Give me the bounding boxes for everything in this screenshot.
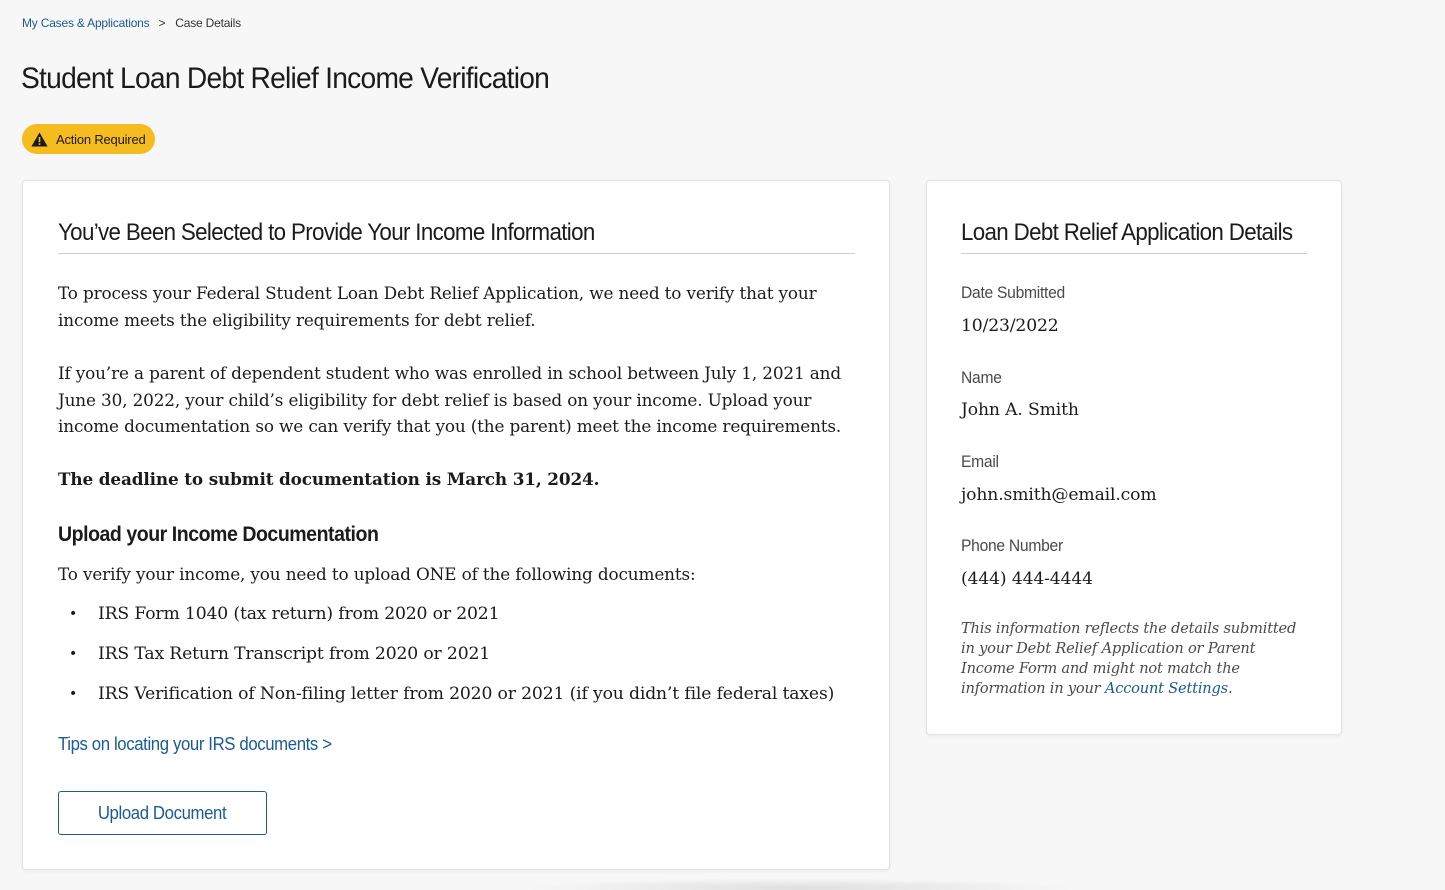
list-item	[58, 681, 834, 721]
phone-number-value: (444) 444-4444	[961, 569, 1093, 589]
details-disclaimer-note	[961, 619, 1313, 699]
bullet-icon: •	[69, 606, 78, 622]
email-label: Email	[961, 452, 999, 471]
account-settings-link[interactable]: Account Settings	[1104, 680, 1228, 697]
list-item	[58, 641, 834, 681]
breadcrumb-current: Case Details	[175, 16, 241, 30]
upload-intro-text: To verify your income, you need to upload ONE of the following documents:	[58, 565, 696, 585]
details-card-divider	[961, 253, 1307, 254]
document-option: IRS Verification of Non-filing letter from 2020 or 2021 (if you didn’t file federal taxes)	[98, 684, 835, 704]
email-value: john.smith@email.com	[961, 485, 1157, 505]
intro-paragraph: To process your Federal Student Loan Debt Relief Application, we need to verify that your income meets the eligibility requirements for debt relief.	[58, 284, 817, 331]
document-option: IRS Tax Return Transcript from 2020 or 2021	[98, 644, 491, 664]
deadline-text: The deadline to submit documentation is March 31, 2024.	[58, 470, 600, 490]
upload-section-heading: Upload your Income Documentation	[58, 523, 379, 546]
breadcrumb-separator: >	[158, 16, 166, 30]
document-list	[58, 601, 834, 721]
footer-shadow	[520, 878, 1080, 890]
income-verification-card	[22, 180, 890, 870]
name-label: Name	[961, 368, 1002, 387]
list-item	[58, 601, 834, 641]
details-card-heading: Loan Debt Relief Application Details	[961, 219, 1293, 246]
status-badge	[22, 124, 155, 154]
date-submitted-label: Date Submitted	[961, 283, 1065, 302]
details-disclaimer-text: This information reflects the details submitted in your Debt Relief Application or Parent Income Form and might not match the information in your	[961, 620, 1297, 697]
upload-document-button[interactable]	[58, 791, 267, 835]
document-option: IRS Form 1040 (tax return) from 2020 or 2021	[98, 604, 500, 624]
name-value: John A. Smith	[961, 400, 1079, 420]
details-disclaimer-end: .	[1227, 680, 1233, 697]
warning-icon	[31, 132, 48, 147]
breadcrumb-link-my-cases[interactable]: My Cases & Applications	[22, 16, 150, 30]
status-badge-label: Action Required	[56, 131, 146, 147]
bullet-icon: •	[69, 646, 78, 662]
income-card-divider	[58, 253, 855, 254]
upload-document-button-label: Upload Document	[98, 802, 227, 823]
income-card-heading: You’ve Been Selected to Provide Your Income Information	[58, 219, 595, 246]
application-details-card	[926, 180, 1342, 735]
breadcrumb	[22, 16, 241, 30]
phone-number-label: Phone Number	[961, 536, 1063, 555]
page-title: Student Loan Debt Relief Income Verification	[21, 62, 550, 95]
bullet-icon: •	[69, 686, 78, 702]
parent-eligibility-paragraph: If you’re a parent of dependent student who was enrolled in school between July 1, 2021 and June 30, 2022, your child’s eligibility for debt relief is based on your income. Upload your income documentation so we can verify that you (the parent) meet the income requirements.	[58, 364, 842, 437]
date-submitted-value: 10/23/2022	[961, 316, 1059, 336]
irs-documents-tips-link[interactable]: Tips on locating your IRS documents >	[58, 734, 332, 754]
